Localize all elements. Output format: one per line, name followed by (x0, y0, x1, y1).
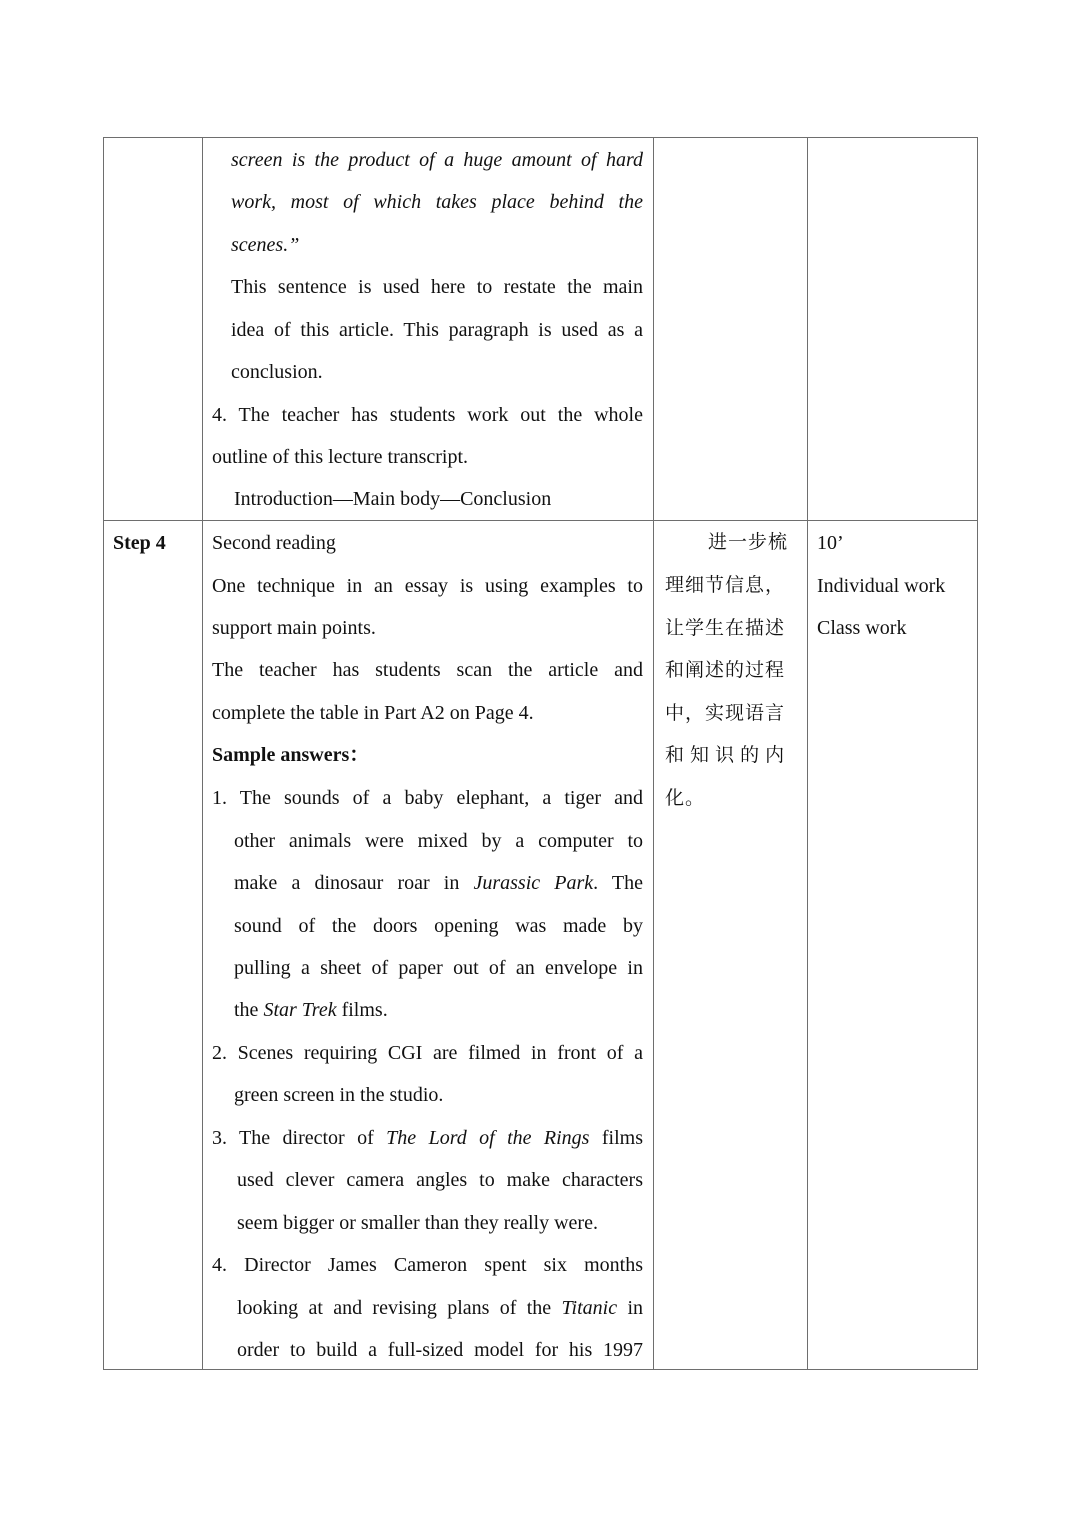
table-border-top (103, 137, 978, 138)
table-border-bottom (103, 1369, 978, 1370)
row-divider (103, 520, 978, 521)
item4-line-2: outline of this lecture transcript. (212, 446, 469, 468)
answer3-line-1-post: films (589, 1127, 643, 1149)
intro-line-3: The teacher has students scan the article and (212, 659, 643, 681)
table-border-right (977, 137, 978, 1370)
column-divider-1 (202, 137, 203, 1370)
answer1-line-2: other animals were mixed by a computer to (234, 830, 643, 852)
answer4-line-1: 4. Director James Cameron spent six months (212, 1254, 643, 1276)
explain-line-3: conclusion. (231, 361, 323, 383)
answer1-line-4: sound of the doors opening was made by (234, 915, 643, 937)
answer3-line-1-pre: 3. The director of (212, 1127, 387, 1149)
answer1-line-6 (234, 998, 388, 1022)
explain-line-2: idea of this article. This paragraph is used as a (231, 319, 643, 341)
outline-text: Introduction—Main body—Conclusion (234, 488, 552, 510)
intro-line-1: One technique in an essay is using examples to (212, 575, 643, 597)
purpose-line-4: 和阐述的过程 (665, 659, 786, 681)
purpose-line-3: 让学生在描述 (665, 617, 786, 639)
sample-answers-label: Sample answers： (212, 744, 370, 766)
answer3-line-2: used clever camera angles to make characters (237, 1169, 643, 1191)
explain-line-1: This sentence is used here to restate the main (231, 276, 643, 298)
answer3-line-3: seem bigger or smaller than they really were. (237, 1212, 598, 1234)
film-title-titanic: Titanic (561, 1297, 618, 1319)
film-title-jurassic-park: Jurassic Park (473, 872, 594, 894)
column-divider-2 (653, 137, 654, 1370)
purpose-line-7: 化。 (665, 787, 706, 809)
answer1-line-1: 1. The sounds of a baby elephant, a tiger and (212, 787, 643, 809)
time-value: 10’ (817, 532, 844, 554)
answer1-line-3-pre: make a dinosaur roar in (234, 872, 474, 894)
item4-line-1: 4. The teacher has students work out the whole (212, 404, 643, 426)
intro-line-4: complete the table in Part A2 on Page 4. (212, 702, 534, 724)
answer4-line-2 (237, 1296, 643, 1320)
purpose-line-5: 中，实现语言 (665, 702, 786, 724)
answer1-line-6-post: films. (336, 999, 388, 1021)
step-label: Step 4 (113, 532, 166, 554)
mode-class: Class work (817, 617, 907, 639)
answer3-line-1 (212, 1126, 643, 1150)
section-heading: Second reading (212, 532, 336, 554)
quote-line-2: work, most of which takes place behind the (231, 191, 643, 213)
answer1-line-5: pulling a sheet of paper out of an envelope in (234, 957, 643, 979)
table-border-left (103, 137, 104, 1370)
answer4-line-3: order to build a full-sized model for his 1997 (237, 1339, 643, 1361)
film-title-star-trek: Star Trek (263, 999, 337, 1021)
purpose-line-1: 进一步梳 (708, 531, 789, 553)
purpose-line-2: 理细节信息， (665, 574, 786, 596)
answer2-line-1: 2. Scenes requiring CGI are filmed in front of a (212, 1042, 643, 1064)
answer1-line-3-post: . The (593, 872, 644, 894)
intro-line-2: support main points. (212, 617, 376, 639)
answer4-line-2-pre: looking at and revising plans of the (237, 1297, 562, 1319)
answer1-line-6-pre: the (234, 999, 264, 1021)
quote-line-3: scenes.” (231, 234, 300, 256)
column-divider-3 (807, 137, 808, 1370)
purpose-line-6: 和 知 识 的 内 (665, 744, 785, 766)
quote-line-1: screen is the product of a huge amount of hard (231, 149, 643, 171)
answer1-line-3 (234, 871, 643, 895)
mode-individual: Individual work (817, 575, 946, 597)
film-title-lord-of-the-rings: The Lord of the Rings (386, 1127, 590, 1149)
answer4-line-2-post: in (617, 1297, 644, 1319)
answer2-line-2: green screen in the studio. (234, 1084, 444, 1106)
